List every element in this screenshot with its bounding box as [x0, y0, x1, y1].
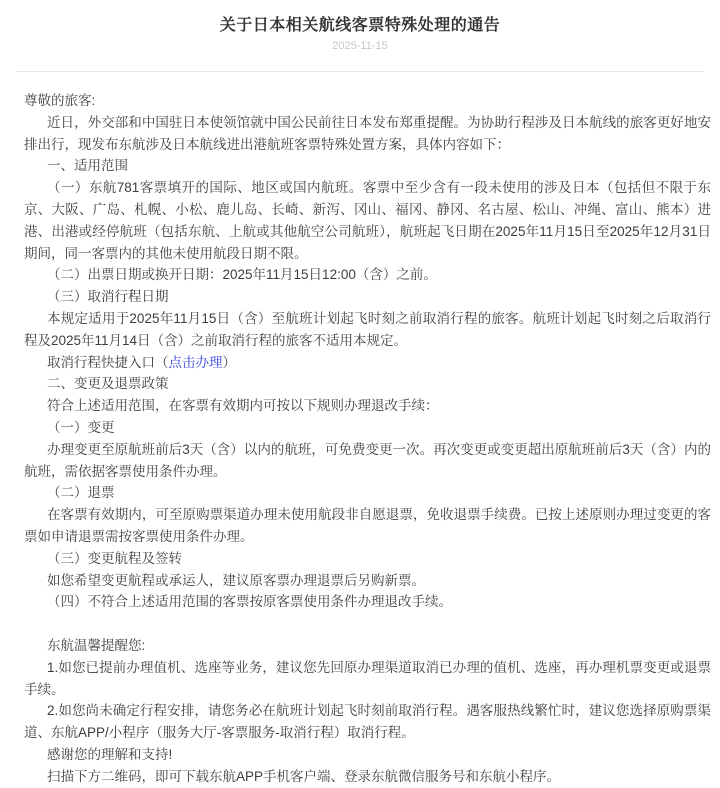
section2-item2: （二）退票 [47, 485, 115, 501]
notice-date: 2025-11-15 [332, 40, 388, 52]
notice-title: 关于日本相关航线客票特殊处理的通告 [219, 17, 501, 34]
section2-intro: 符合上述适用范围，在客票有效期内可按以下规则办理退改手续： [47, 398, 439, 414]
section1-item3-body: 本规定适用于2025年11月15日（含）至航班计划起飞时刻之前取消行程的旅客。航班计划起飞时刻之后取消行程及2025年11月14日（含）之前取消行程的旅客不适用本规定。 [24, 310, 711, 348]
section2-item1: （一）变更 [47, 419, 115, 435]
section2-item2-body: 在客票有效期内，可至原购票渠道办理未使用航段非自愿退票，免收退票手续费。已按上述原则办理过变更的客票如申请退票需按客票使用条件办理。 [24, 507, 711, 544]
section1-item2: （二）出票日期或换开日期：2025年11月15日12:00（含）之前。 [47, 267, 437, 283]
section2-item4: （四）不符合上述适用范围的客票按原客票使用条件办理退改手续。 [47, 594, 452, 610]
section1-title: 一、适用范围 [47, 158, 128, 174]
notice-header [0, 0, 720, 52]
section2-item3: （三）变更航程及签转 [47, 550, 182, 566]
cancel-trip-link[interactable]: 点击办理 [168, 354, 223, 370]
cancel-shortcut-line [24, 352, 711, 374]
section1-item1: （一）东航781客票填开的国际、地区或国内航班。客票中至少含有一段未使用的涉及日本（包括但不限于东京、大阪、广岛、札幌、小松、鹿儿岛、长崎、新泻、冈山、福冈、静冈、名古屋、松山、冲绳、富山、熊本）进港、出港或经停航班（包括东航、上航或其他航空公司航班），航班起飞日期在2025年11月15日至2025年12月31日期间，同一客票内的其他未使用航段日期不限。 [24, 180, 711, 261]
cancel-shortcut-suffix: ） [222, 354, 236, 370]
reminder-item-2: 2.如您尚未确定行程安排，请您务必在航班计划起飞时刻前取消行程。遇客服热线繁忙时，建议您选择原购票渠道、东航APP/小程序（服务大厅-客票服务-取消行程）取消行程。 [24, 703, 711, 741]
paragraph-greeting: 尊敬的旅客: [24, 93, 96, 108]
cancel-shortcut-prefix: 取消行程快捷入口（ [47, 354, 169, 370]
section2-item1-body: 办理变更至原航班前后3天（含）以内的航班，可免费变更一次。再次变更或变更超出原航班前后3天（含）内的航班，需依据客票使用条件办理。 [24, 441, 711, 479]
blank-line [24, 613, 711, 635]
notice-body [0, 72, 720, 788]
section2-item3-body: 如您希望变更航程或承运人，建议原客票办理退票后另购新票。 [47, 572, 425, 588]
qr-note-line: 扫描下方二维码，即可下载东航APP手机客户端、登录东航微信服务号和东航小程序。 [47, 768, 561, 784]
reminder-title: 东航温馨提醒您: [47, 637, 146, 653]
section2-title: 二、变更及退票政策 [47, 376, 169, 392]
paragraph-intro: 近日，外交部和中国驻日本使领馆就中国公民前往日本发布郑重提醒。为协助行程涉及日本航线的旅客更好地安排出行，现发布东航涉及日本航线进出港航班客票特殊处置方案，具体内容如下： [24, 114, 711, 152]
thanks-line: 感谢您的理解和支持! [47, 746, 173, 762]
section1-item3: （三）取消行程日期 [47, 289, 169, 305]
reminder-item-1: 1.如您已提前办理值机、选座等业务，建议您先回原办理渠道取消已办理的值机、选座，再办理机票变更或退票手续。 [24, 659, 711, 697]
